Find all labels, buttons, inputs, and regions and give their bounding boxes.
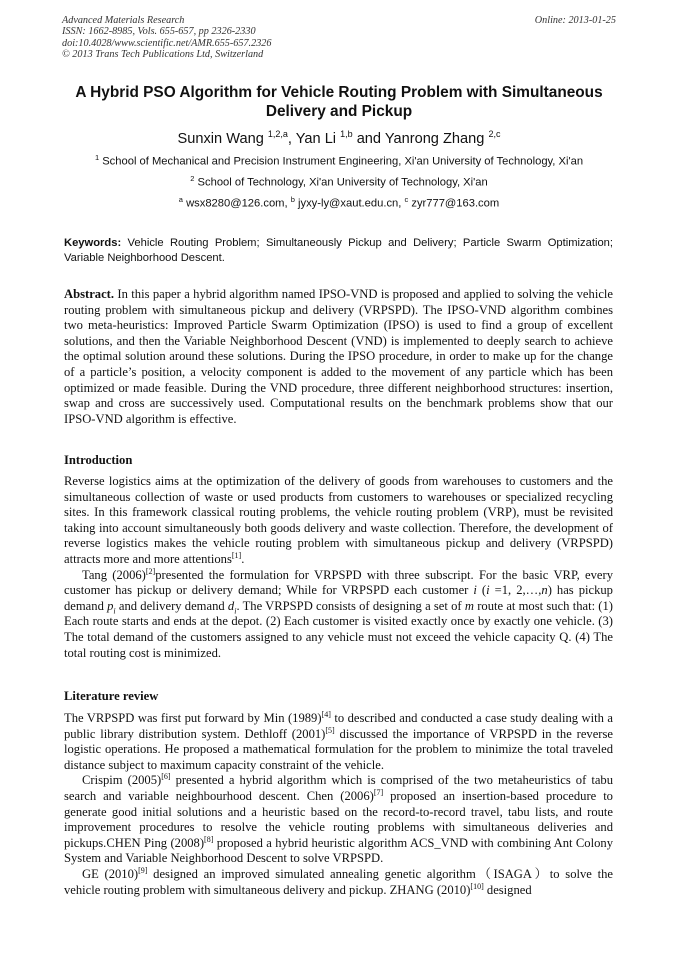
affiliation-1-text: School of Mechanical and Precision Instrument Engineering, Xi'an University of Technology, Xi'an bbox=[99, 155, 584, 168]
lit-paragraph-1 bbox=[64, 711, 613, 773]
citation-ref: [4] bbox=[321, 709, 331, 719]
citation-ref: [8] bbox=[204, 834, 214, 844]
citation-ref: [9] bbox=[138, 865, 148, 875]
intro-p1-text: Reverse logistics aims at the optimization of the delivery of goods from warehouses to customers and the simultaneous collection of waste or used products from customers to warehouses or specialized recycling sites. In this framework classical routing problems, the vehicle routing problem (VRP), must be revisited taking into account simultaneously both goods delivery and waste collection. Therefore, the development of reverse logistics makes the vehicle routing problem with simultaneous pickup and delivery (VRPSPD) attracts more and more attentions bbox=[64, 474, 613, 566]
lit-p3-text: GE (2010) bbox=[82, 866, 139, 881]
email-c-marker: c bbox=[404, 195, 409, 204]
email-a-marker: a bbox=[178, 195, 183, 204]
keywords-text: Vehicle Routing Problem; Simultaneously Pickup and Delivery; Particle Swarm Optimization; Variable Neighborhood Descent. bbox=[64, 237, 613, 264]
lit-p3-text: designed bbox=[483, 882, 532, 897]
email-3: zyr777@163.com bbox=[411, 197, 500, 210]
introduction-heading: Introduction bbox=[64, 453, 133, 467]
keywords-block bbox=[64, 236, 613, 266]
intro-p2-text: ) has pickup demand bbox=[64, 583, 613, 613]
lit-paragraph-3 bbox=[64, 867, 613, 898]
affiliation-2-marker: 2 bbox=[190, 174, 195, 183]
literature-body bbox=[64, 711, 613, 898]
citation-ref: [7] bbox=[373, 787, 384, 797]
issn-line: ISSN: 1662-8985, Vols. 655-657, pp 2326-2330 bbox=[62, 26, 256, 38]
journal-name: Advanced Materials Research bbox=[62, 15, 185, 26]
math-subscript: i bbox=[234, 606, 237, 616]
lit-paragraph-2 bbox=[64, 773, 613, 867]
lit-p1-text: to described and conducted a case study dealing with a public library distribution system. Dethloff (2001) bbox=[64, 711, 613, 741]
abstract-block bbox=[64, 287, 613, 427]
citation-ref: [10] bbox=[470, 881, 484, 891]
email-2: jyxy-ly@xaut.edu.cn, bbox=[297, 197, 405, 210]
math-var: i bbox=[473, 583, 477, 598]
email-b-marker: b bbox=[290, 195, 295, 204]
intro-paragraph-2 bbox=[64, 568, 613, 662]
author-2-affil: 1,b bbox=[340, 129, 353, 139]
intro-p2-text: and delivery demand bbox=[115, 598, 228, 613]
intro-paragraph-1 bbox=[64, 474, 613, 568]
email-1: wsx8280@126.com, bbox=[186, 197, 291, 210]
abstract-text: In this paper a hybrid algorithm named IPSO-VND is proposed and applied to solving the vehicle routing problem with simultaneous pickup and delivery (VRPSPD). The IPSO-VND algorithm combines two meta-heuristics: Improved Particle Swarm Optimization (IPSO) is used to find a group of excellent solutions, and then the Variable Neighborhood Descent (VND) is implemented to deeply search to achieve the optimal solution around these solutions. During the IPSO procedure, in order to make up for the change of a particle’s position, a velocity component is added to the movement of any particle which has been optimized or made feasible. During the VND procedure, three different neighborhood structures: insertion, swap and cross are successively used. Computational results on the benchmark problems show that our IPSO-VND algorithm is effective. bbox=[64, 287, 613, 426]
citation-ref: [6] bbox=[161, 772, 171, 782]
intro-p2-text: ( bbox=[476, 583, 487, 598]
intro-p2-text: presented the formulation for VRPSPD with three subscript. For the basic VRP, every customer has pickup or delivery demand; While for VRPSPD each customer bbox=[64, 567, 613, 598]
paper-title bbox=[50, 83, 628, 121]
author-1-affil: 1,2,a bbox=[267, 129, 288, 139]
lit-p2-text: proposed a hybrid heuristic algorithm ACS_VND with combining Ant Colony System and Variable Neighborhood Descent to solve VRPSPD. bbox=[64, 835, 613, 866]
intro-p2-text: =1, 2,…, bbox=[489, 583, 542, 598]
affiliation-1 bbox=[50, 151, 628, 169]
math-var: m bbox=[464, 598, 474, 613]
keywords-label: Keywords: bbox=[64, 237, 122, 249]
lit-p3-text: designed an improved simulated annealing genetic algorithm（ISAGA）to solve the vehicle routing problem with simultaneous delivery and pickup. ZHANG (2010) bbox=[64, 866, 613, 897]
author-2: , Yan Li bbox=[287, 130, 337, 147]
citation-ref: [1] bbox=[231, 550, 242, 560]
abstract-label: Abstract. bbox=[64, 287, 115, 301]
author-1: Sunxin Wang bbox=[177, 130, 264, 147]
intro-p2-text: Tang (2006) bbox=[82, 567, 146, 582]
lit-p1-text: discussed the importance of VRPSPD in the reverse logistic operations. He proposed a mathematical formulation for the problem to minimize the total traveled distance subject to maximum capacity constraint of the vehicle. bbox=[64, 726, 613, 772]
online-date: Online: 2013-01-25 bbox=[534, 15, 616, 26]
affiliation-1-marker: 1 bbox=[94, 153, 100, 162]
email-line bbox=[50, 193, 628, 211]
lit-p1-text: The VRPSPD was first put forward by Min (1989) bbox=[64, 711, 322, 725]
affiliation-2 bbox=[50, 172, 628, 190]
math-var: d bbox=[227, 598, 235, 613]
copyright-line: © 2013 Trans Tech Publications Ltd, Switzerland bbox=[62, 49, 264, 61]
title-line-1: A Hybrid PSO Algorithm for Vehicle Routing Problem with Simultaneous bbox=[75, 84, 603, 101]
intro-p2-text: . The VRPSPD consists of designing a set of bbox=[236, 598, 465, 613]
math-var: i bbox=[486, 583, 490, 598]
author-3-affil: 2,c bbox=[488, 129, 501, 139]
lit-p2-text: proposed an insertion-based procedure to generate good initial solutions and a heuristic based on the record-to-record travel, tabu lists, and route improvement procedures to resolve the vehicle routing problems with simultaneous deliveries and pickups.CHEN Ping (2008) bbox=[64, 788, 613, 850]
doi-line: doi:10.4028/www.scientific.net/AMR.655-657.2326 bbox=[62, 37, 272, 49]
citation-ref: [2] bbox=[145, 566, 156, 576]
title-line-2: Delivery and Pickup bbox=[265, 103, 413, 120]
lit-p2-text: Crispim (2005) bbox=[82, 773, 162, 788]
affiliation-2-text: School of Technology, Xi'an University of Technology, Xi'an bbox=[194, 176, 488, 189]
author-list bbox=[50, 125, 628, 148]
intro-p2-text: route at most such that: (1) Each route starts and ends at the depot. (2) Each customer is visited exactly once by exactly one vehicle. (3) The total demand of the customers assigned to any vehicle must not exceed the vehicle capacity Q. (4) The total routing cost is minimized. bbox=[64, 598, 613, 660]
introduction-body bbox=[64, 474, 613, 661]
lit-p2-text: presented a hybrid algorithm which is comprised of the two metaheuristics of tabu search and variable neighbourhood descent. Chen (2006) bbox=[64, 773, 614, 803]
math-var: n bbox=[541, 583, 548, 598]
math-subscript: i bbox=[113, 606, 116, 616]
citation-ref: [5] bbox=[325, 725, 335, 735]
intro-p1-end: . bbox=[241, 551, 245, 566]
literature-heading: Literature review bbox=[64, 689, 159, 703]
math-var: p bbox=[107, 598, 114, 613]
author-3: and Yanrong Zhang bbox=[352, 130, 485, 147]
journal-header bbox=[62, 15, 618, 61]
